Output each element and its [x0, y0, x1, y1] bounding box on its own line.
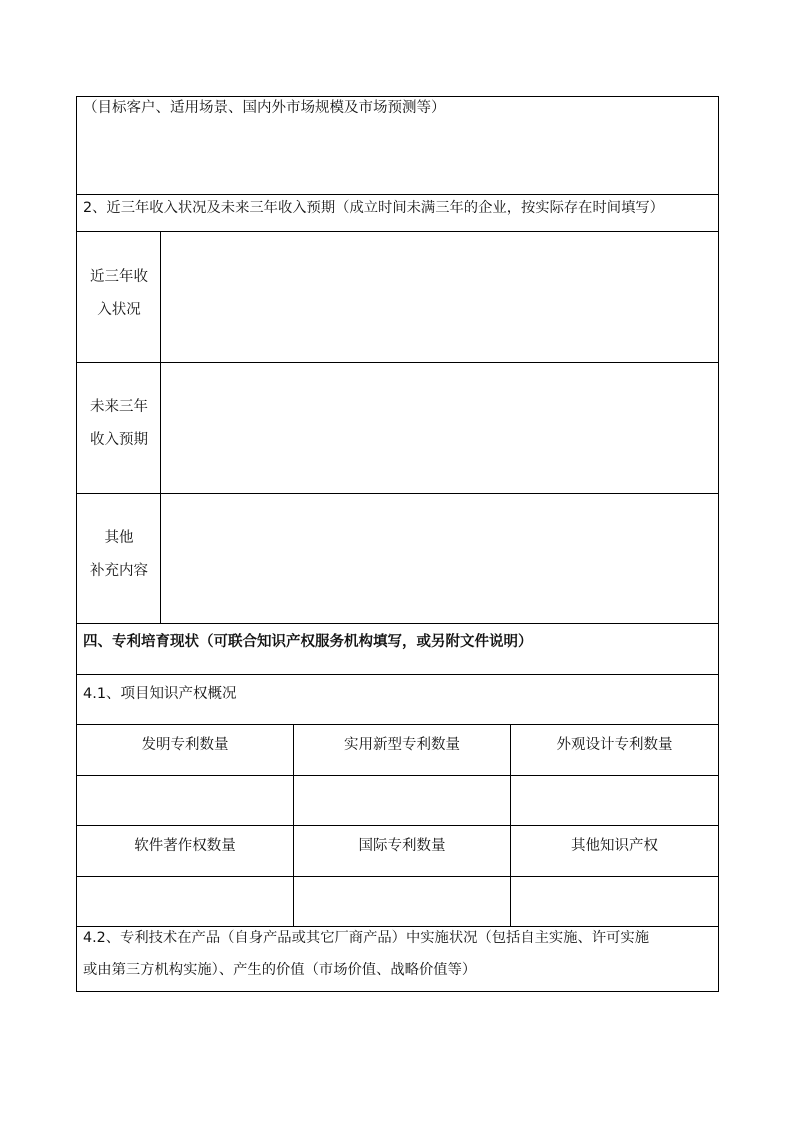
ip-overview-heading: 4.1、项目知识产权概况 — [83, 686, 237, 702]
invention-patent-count-header: 发明专利数量 — [141, 737, 229, 753]
utility-model-patent-count-field[interactable] — [294, 776, 510, 825]
application-form-table — [76, 96, 719, 992]
market-hint-text: （目标客户、适用场景、国内外市场规模及市场预测等） — [83, 100, 446, 116]
row-divider — [77, 623, 718, 624]
software-copyright-count-header: 软件著作权数量 — [134, 838, 236, 854]
design-patent-count-field[interactable] — [511, 776, 718, 825]
international-patent-count-field[interactable] — [294, 877, 510, 926]
future-income-label: 未来三年 收入预期 — [90, 399, 148, 448]
row-divider — [77, 674, 718, 675]
other-content-field[interactable] — [161, 494, 718, 623]
patent-implementation-heading-line1: 4.2、专利技术在产品（自身产品或其它厂商产品）中实施状况（包括自主实施、许可实施 — [83, 930, 650, 946]
income-heading: 2、近三年收入状况及未来三年收入预期（成立时间未满三年的企业，按实际存在时间填写） — [83, 200, 664, 216]
international-patent-count-header: 国际专利数量 — [358, 838, 446, 854]
other-ip-header: 其他知识产权 — [571, 838, 658, 854]
future-income-field[interactable] — [161, 363, 718, 493]
market-content-field[interactable] — [77, 119, 718, 193]
design-patent-count-header: 外观设计专利数量 — [556, 737, 673, 753]
row-divider — [77, 724, 718, 725]
software-copyright-count-field[interactable] — [77, 877, 293, 926]
patent-implementation-heading-line2: 或由第三方机构实施）、产生的价值（市场价值、战略价值等） — [83, 962, 477, 978]
row-divider — [77, 825, 718, 826]
row-divider — [77, 194, 718, 195]
recent-income-label: 近三年收 入状况 — [90, 269, 148, 318]
invention-patent-count-field[interactable] — [77, 776, 293, 825]
other-content-label: 其他 补充内容 — [90, 530, 148, 579]
utility-model-patent-count-header: 实用新型专利数量 — [344, 737, 460, 753]
section4-title: 四、专利培育现状（可联合知识产权服务机构填写，或另附文件说明） — [83, 634, 533, 650]
other-ip-field[interactable] — [511, 877, 718, 926]
recent-income-field[interactable] — [161, 232, 718, 362]
row-divider — [77, 926, 718, 927]
